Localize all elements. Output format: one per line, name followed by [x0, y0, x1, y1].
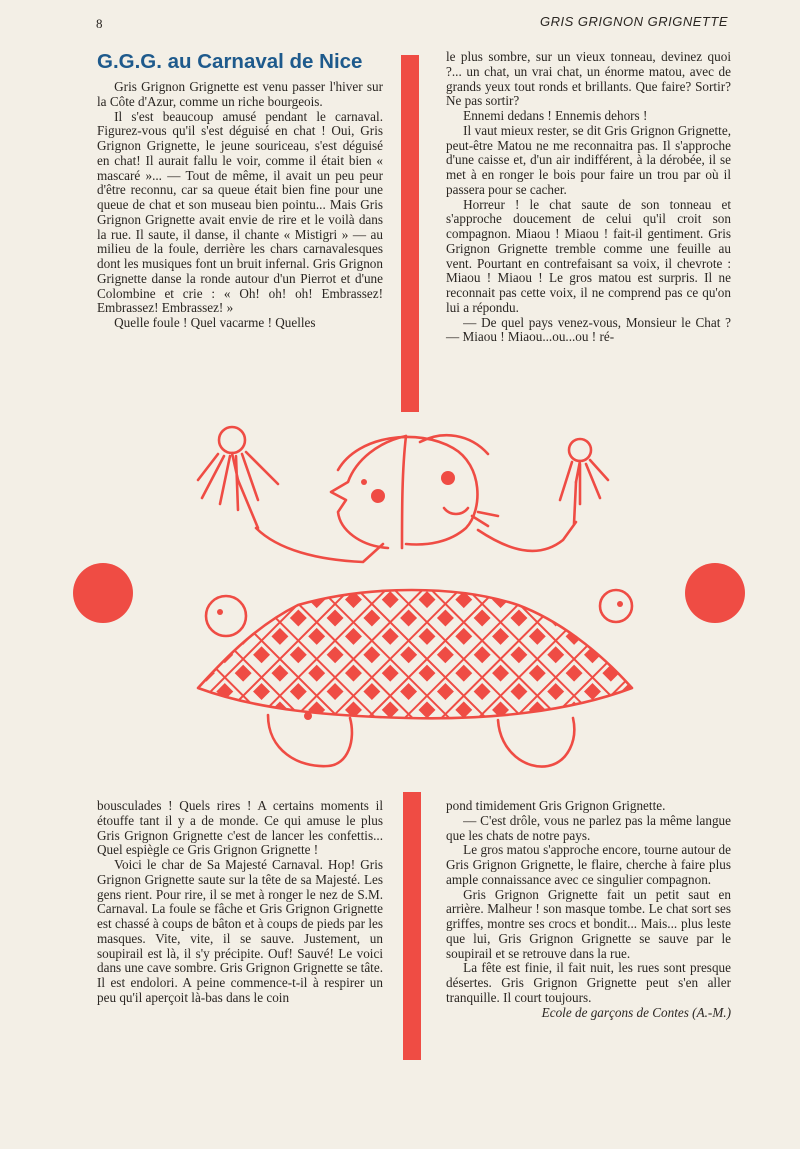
wheel-left: [268, 715, 352, 766]
puppet-left-stick: [238, 480, 258, 528]
paragraph: Le gros matou s'approche encore, tourne autour de Gris Grignon Grignette, le flaire, cherche à faire plus ample connaissance avec ce singulier compagnon.: [446, 842, 731, 887]
red-dot-right: [685, 563, 745, 623]
paragraph: Horreur ! le chat saute de son tonneau et s'approche doucement de celui qu'il croit son compagnon. Miaou ! Miaou ! fait-il gentiment. Gris Grignon Grignette tremble comme une feuille au vent. Pourtant en contrefaisant sa voix, il chevrote : Miaou ! Miaou ! Le gros matou est surpris. Il ne reconnait pas cette voix, il ne comprend pas ce qu'on lui a répondu.: [446, 196, 731, 315]
head-hat-brim: [420, 435, 488, 454]
wheel-right: [498, 718, 574, 767]
puppet-right-head: [569, 439, 591, 461]
left-arm: [256, 528, 383, 562]
paragraph: Il s'est beaucoup amusé pendant le carnaval. Figurez-vous qu'il s'est déguisé en chat ! Oui, Gris Grignon Grignette, le jeune souriceau, s'est déguisé en chat! Il aurait fallu le voir, comme il était bien « mascaré »... — Tout de même, il avait un peu peur d'être reconnu, car sa queue était bien fine pour une queue de chat et son museau bien pointu... Mais Gris Grignon Grignette avait envie de rire et le voilà dans la rue. Il saute, il danse, il chante « Mistigri » — au milieu de la foule, derrière les chars carnavalesques dont les musiques font un bruit infernal. Gris Grignon Grignette danse la ronde autour d'un Pierrot et d'une Colombine et crie : « Oh! oh! oh! Embrassez! Embrassez! Embrassez! »: [97, 108, 383, 316]
head-left-cheek: [371, 489, 385, 503]
paragraph: Quelle foule ! Quel vacarme ! Quelles: [114, 315, 316, 330]
head-ribbon: [472, 512, 498, 526]
text-column-2: [446, 50, 731, 345]
paragraph: Il vaut mieux rester, se dit Gris Grignon Grignette, peut-être Matou ne me reconnaitra pas. Il s'approche d'une caisse et, d'un air indifférent, à la dérobée, il se met à en ronger le bois pour faire un trou par où il passera pour se cacher.: [446, 122, 731, 197]
head-left-profile: [331, 436, 406, 548]
float-harlequin-pattern: [188, 580, 638, 725]
figure-right-eye: [617, 601, 623, 607]
paragraph: pond timidement Gris Grignon Grignette.: [446, 798, 666, 813]
puppet-left-head: [219, 427, 245, 453]
figure-left-eye: [217, 609, 223, 615]
head-right-outline: [338, 437, 477, 545]
red-column-bar-top: [401, 55, 419, 412]
puppet-right-stick: [574, 482, 576, 524]
right-arm: [478, 522, 576, 551]
paragraph: La fête est finie, il fait nuit, les rues sont presque désertes. Gris Grignon Grignette peut s'en aller tranquille. Il court toujours.: [446, 960, 731, 1005]
article-title: G.G.G. au Carnaval de Nice: [97, 50, 363, 73]
paragraph: Gris Grignon Grignette fait un petit saut en arrière. Malheur ! son masque tombe. Le chat sort ses griffes, montre ses crocs et bondit... Mais... plus leste que lui, Gris Grignon Grignette se sauve par le soupirail et se retrouve dans la rue.: [446, 886, 731, 961]
paragraph: bousculades ! Quels rires ! A certains moments il étouffe tant il y a de monde. Ce qui amuse le plus Gris Grignon Grignette c'est de lancer les confettis... Quel espiègle ce Gris Grignon Grignette !: [97, 798, 383, 858]
text-column-4: [446, 799, 731, 1020]
signature: Ecole de garçons de Contes (A.-M.): [541, 1004, 731, 1020]
page-number: 8: [96, 16, 103, 31]
head-right-eye: [441, 471, 455, 485]
red-column-bar-bottom: [403, 792, 421, 1060]
head-right-mouth: [444, 508, 468, 514]
paragraph: — C'est drôle, vous ne parlez pas la même langue que les chats de notre pays.: [446, 812, 731, 843]
carnival-float-drawing-icon: [188, 420, 638, 775]
running-head: GRIS GRIGNON GRIGNETTE: [540, 14, 728, 29]
figure-right-head: [600, 590, 632, 622]
puppet-right-streamers: [560, 460, 608, 504]
figure-left-head: [206, 596, 246, 636]
paragraph: le plus sombre, sur un vieux tonneau, devinez quoi ?... un chat, un vrai chat, un énorme matou, avec de grands yeux tout ronds et brillants. Que faire? Sortir? Ne pas sortir?: [446, 49, 731, 109]
text-column-1: [97, 80, 383, 331]
text-column-3: [97, 799, 383, 1006]
paragraph: Gris Grignon Grignette est venu passer l'hiver sur la Côte d'Azur, comme un riche bourgeois.: [97, 79, 383, 109]
paragraph: Ennemi dedans ! Ennemis dehors !: [463, 108, 648, 123]
wheel-hub-left: [304, 712, 312, 720]
head-divider-line: [402, 436, 406, 548]
paragraph: Voici le char de Sa Majesté Carnaval. Hop! Gris Grignon Grignette saute sur la tête de sa Majesté. Les gens rient. Pour rire, il se met à ronger le nez de S.M. Carnaval. La foule se fâche et Gris Grignon Grignette est chassé à coups de bâton et à coups de pieds par les masques. Vite, vite, il se sauve. Justement, un soupirail est là, il s'y précipite. Ouf! Sauvé! Le voici dans une cave sombre. Gris Grignon Grignette se tâte. Il est endolori. A peine commence-t-il à respirer un peu qu'il aperçoit là-bas dans le coin: [97, 857, 383, 1005]
red-dot-left: [73, 563, 133, 623]
head-left-eye: [361, 479, 367, 485]
paragraph: — De quel pays venez-vous, Monsieur le Chat ? — Miaou ! Miaou...ou...ou ! ré-: [446, 314, 731, 345]
